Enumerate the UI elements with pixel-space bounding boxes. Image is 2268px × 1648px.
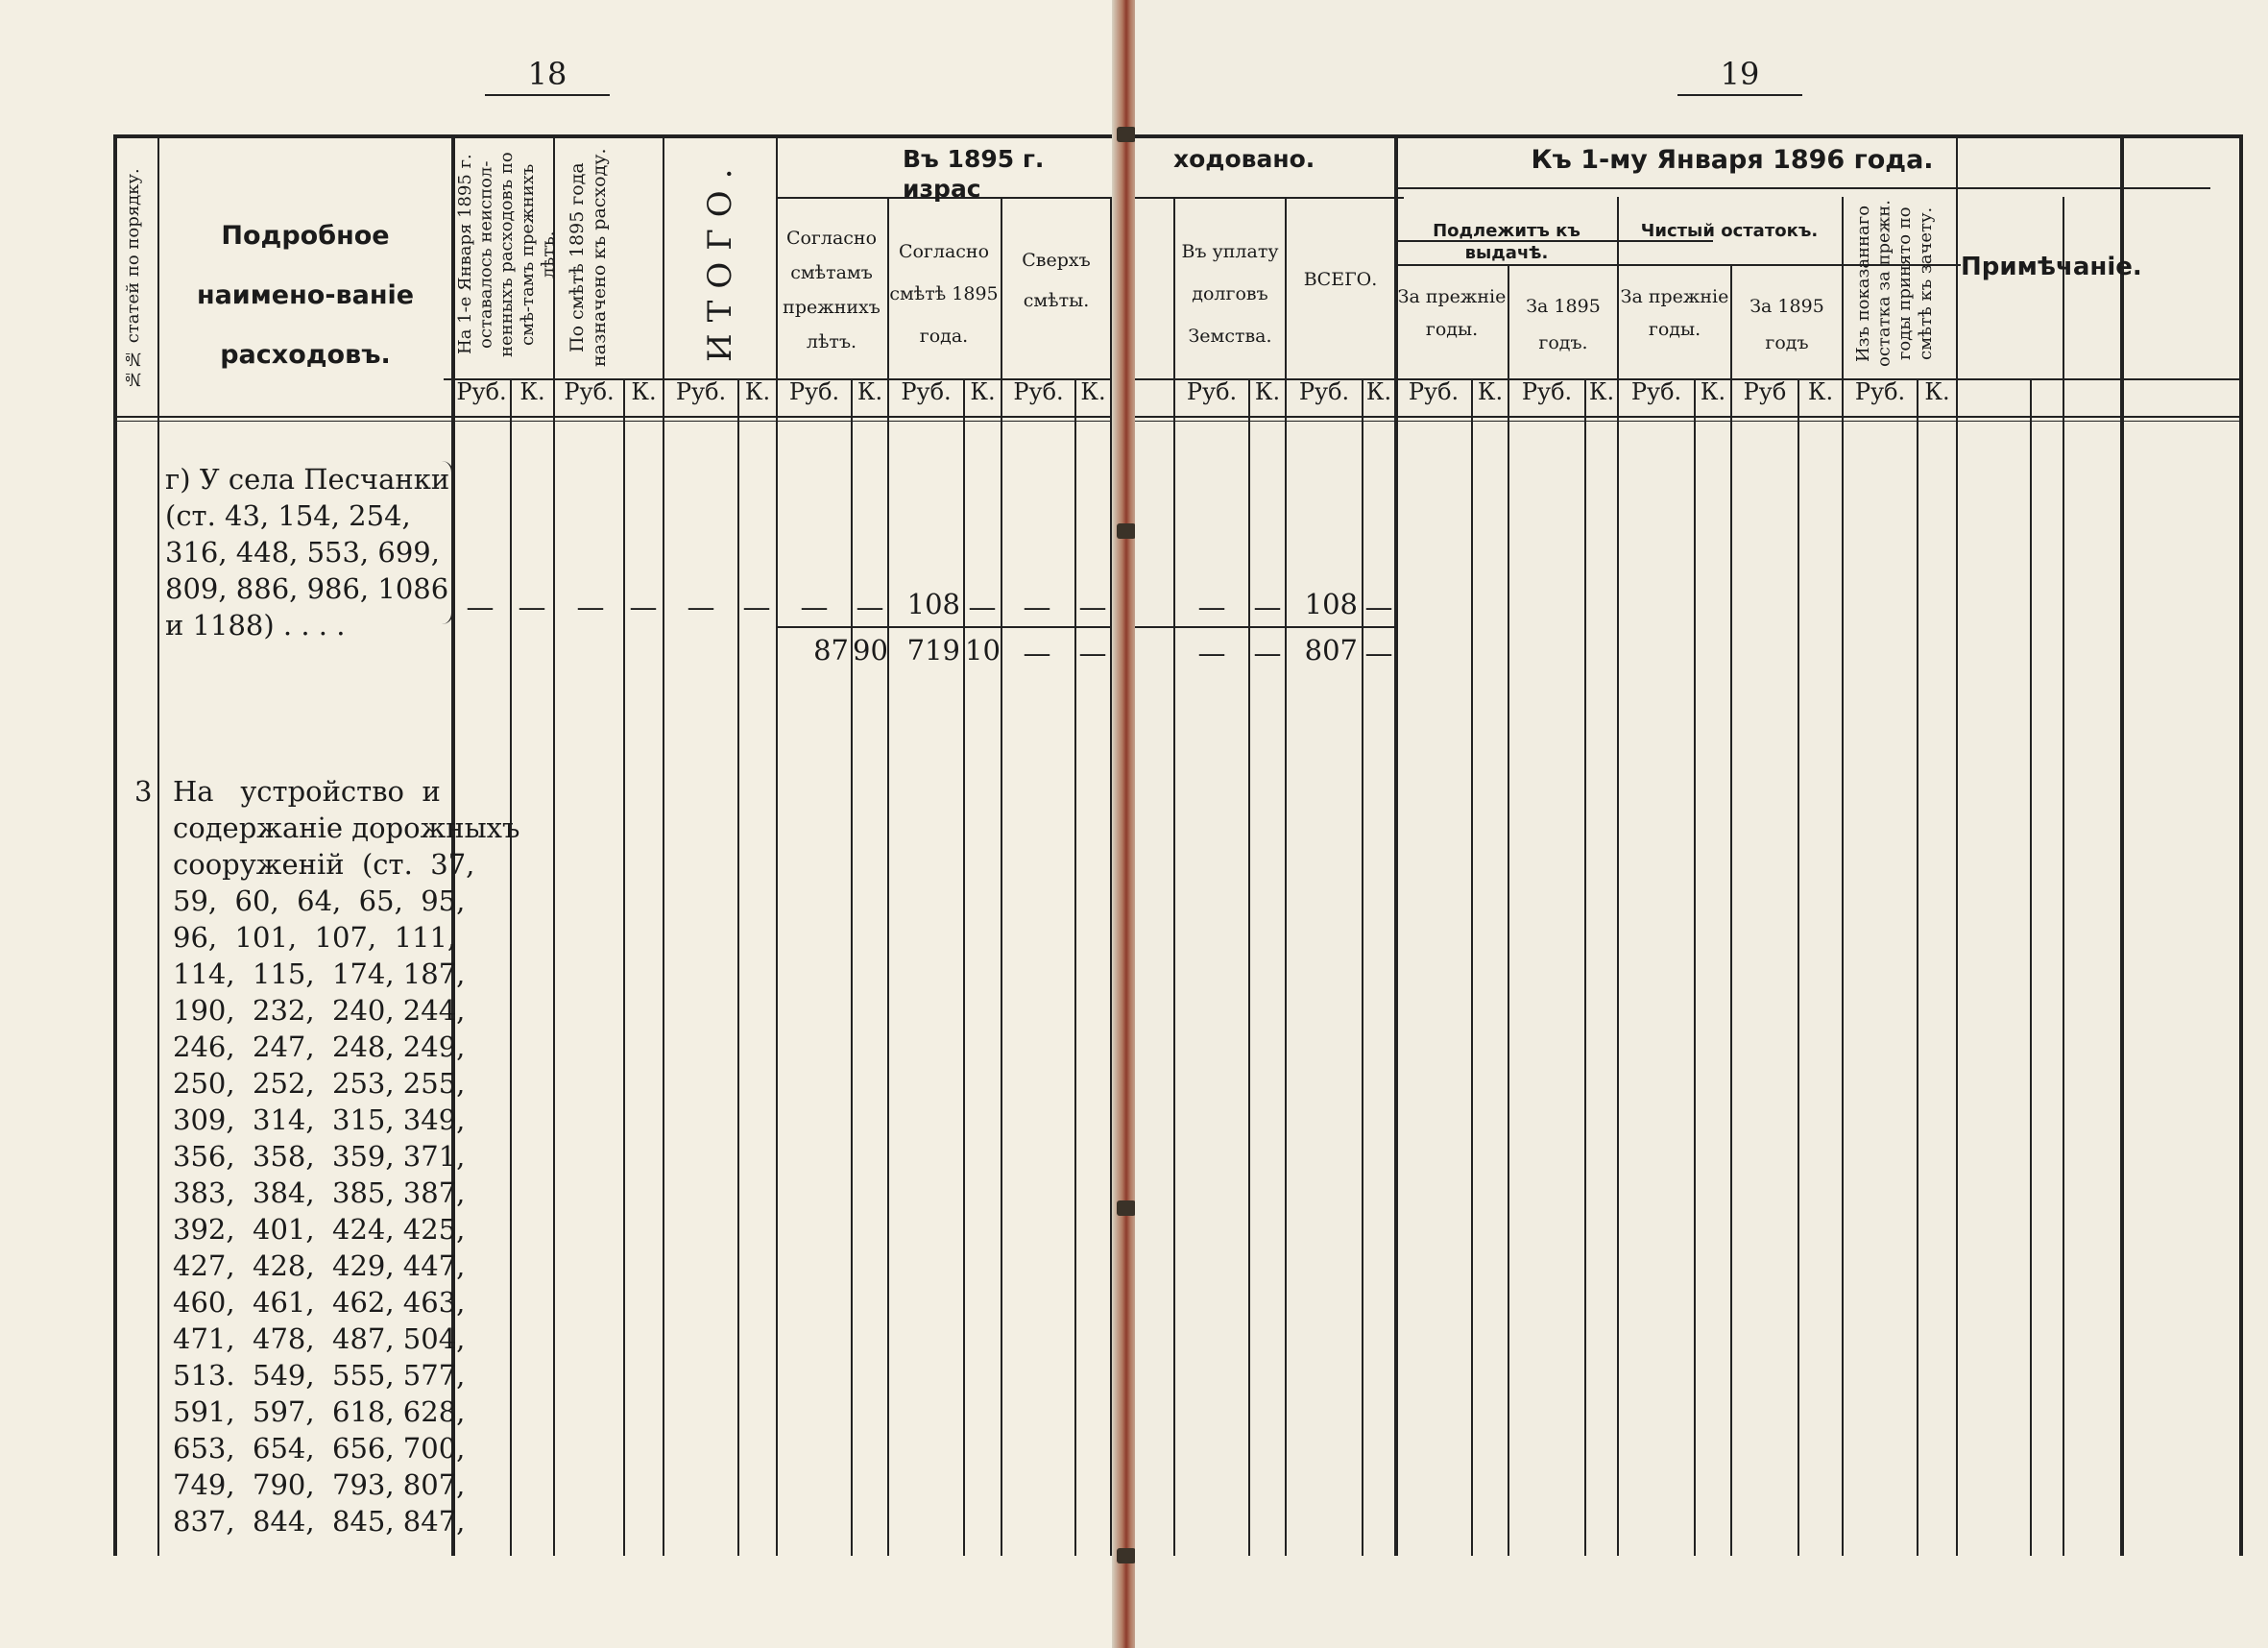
header-bottom-rule bbox=[113, 416, 1125, 418]
col-rule bbox=[1730, 264, 1732, 1556]
header-total: ИТОГО. bbox=[701, 157, 739, 362]
col-rule bbox=[1074, 378, 1076, 1556]
header-debts: Въ уплату долговъ Земства. bbox=[1181, 241, 1279, 347]
header-to-be-paid-prior: За прежнiе годы. bbox=[1397, 286, 1507, 340]
unit-kop: К. bbox=[1588, 378, 1615, 405]
unit-kop: К. bbox=[519, 378, 545, 405]
col-rule bbox=[2239, 134, 2243, 1556]
col-rule bbox=[553, 134, 555, 1556]
dash: — bbox=[1078, 637, 1107, 669]
header-bottom-rule-2 bbox=[113, 421, 1125, 422]
subtotal-prior-kop: 90 bbox=[853, 634, 888, 666]
header-net-balance: Чистый остатокъ. bbox=[1640, 221, 1819, 241]
col-rule bbox=[1362, 378, 1363, 1556]
unit-rub: Руб. bbox=[564, 378, 615, 405]
header-notes: Примѣчанiе. bbox=[1961, 253, 2142, 281]
dash: — bbox=[1253, 591, 1282, 623]
unit-rub: Руб. bbox=[1521, 378, 1573, 405]
col-rule bbox=[1694, 378, 1696, 1556]
unit-kop: К. bbox=[744, 378, 771, 405]
dash: — bbox=[968, 591, 997, 623]
page-number-right: 19 bbox=[1720, 56, 1760, 92]
subtotal-estimate-1895-rub: 719 bbox=[906, 634, 960, 666]
dash: — bbox=[687, 591, 715, 623]
dash: — bbox=[518, 591, 546, 623]
col-rule bbox=[2063, 197, 2064, 1556]
unit-kop: К. bbox=[1700, 378, 1726, 405]
subtotal-rule bbox=[776, 626, 1125, 628]
col-rule bbox=[157, 134, 159, 1556]
col-rule bbox=[1394, 134, 1398, 1556]
unit-rub: Руб. bbox=[1408, 378, 1460, 405]
table-top-rule bbox=[1135, 134, 2239, 138]
col-rule bbox=[1471, 378, 1473, 1556]
unit-rub: Руб. bbox=[1186, 378, 1238, 405]
unit-kop: К. bbox=[970, 378, 996, 405]
item-3-number: 3 bbox=[134, 775, 153, 808]
unit-rub: Руб. bbox=[456, 378, 507, 405]
unit-rub: Руб. bbox=[1013, 378, 1064, 405]
header-prior-estimates: Согласно смѣтамъ прежнихъ лѣтъ. bbox=[783, 228, 881, 352]
page-number-left: 18 bbox=[527, 56, 567, 92]
jan1896-subheader-rule bbox=[1396, 187, 2210, 189]
unit-rub: Руб. bbox=[788, 378, 840, 405]
unit-rub: Руб. bbox=[1298, 378, 1350, 405]
item-g-text: г) У села Песчанки (ст. 43, 154, 254, 316, 448, 553, 699, 809, 886, 986, 1086 и 1188) . . . . bbox=[165, 463, 450, 642]
header-all: ВСЕГО. bbox=[1303, 269, 1378, 290]
unit-kop: К. bbox=[1365, 378, 1392, 405]
unit-kop: К. bbox=[1807, 378, 1834, 405]
unit-rub: Руб. bbox=[1854, 378, 1906, 405]
col-rule bbox=[1584, 378, 1586, 1556]
dash: — bbox=[1197, 637, 1226, 669]
dash: — bbox=[466, 591, 495, 623]
binding-stitch bbox=[1117, 1548, 1136, 1563]
right-page bbox=[1135, 0, 2268, 1648]
dash: — bbox=[742, 591, 771, 623]
header-over-estimate: Сверхъ смѣты. bbox=[1022, 250, 1091, 311]
header-to-be-paid: Подлежитъ къ выдачѣ. bbox=[1433, 221, 1580, 263]
table-top-rule bbox=[113, 134, 1125, 138]
dash: — bbox=[1364, 591, 1393, 623]
header-name: Подробное наимено-ванiе расходовъ. bbox=[196, 221, 415, 370]
header-by-estimate: По смѣтѣ 1895 года назначено къ расходу. bbox=[567, 148, 610, 367]
binding-stitch bbox=[1117, 523, 1136, 539]
page-number-rule bbox=[1677, 94, 1802, 96]
dash: — bbox=[1078, 591, 1107, 623]
header-spent-1895: Въ 1895 г. израс bbox=[903, 145, 1045, 204]
unit-kop: К. bbox=[1080, 378, 1106, 405]
header-balance-prior: За прежнiе годы. bbox=[1620, 286, 1729, 340]
dash: — bbox=[1253, 637, 1282, 669]
dash: — bbox=[1023, 637, 1051, 669]
col-rule bbox=[1508, 264, 1509, 1556]
header-to-be-paid-1895: За 1895 годъ. bbox=[1526, 296, 1601, 353]
dash: — bbox=[1023, 591, 1051, 623]
subtotal-rule bbox=[1135, 626, 1394, 628]
unit-rub: Руб. bbox=[901, 378, 952, 405]
col-rule bbox=[963, 378, 965, 1556]
dash: — bbox=[1197, 591, 1226, 623]
col-rule bbox=[2120, 134, 2124, 1556]
unit-rub: Руб. bbox=[675, 378, 727, 405]
unit-kop: К. bbox=[857, 378, 883, 405]
subtotal-prior-rub: 87 bbox=[813, 634, 849, 666]
unit-kop: К. bbox=[1924, 378, 1950, 405]
header-estimate-1895: Согласно смѣтѣ 1895 года. bbox=[889, 241, 999, 347]
item-g-estimate-1895-rub: 108 bbox=[906, 588, 960, 620]
dash: — bbox=[576, 591, 605, 623]
col-rule bbox=[623, 378, 625, 1556]
page-number-rule bbox=[485, 94, 610, 96]
subtotal-estimate-1895-kop: 10 bbox=[965, 634, 1001, 666]
left-page bbox=[0, 0, 1125, 1648]
col-rule bbox=[1798, 378, 1799, 1556]
header-credited: Изъ показаннаго остатка за прежн. годы принято по смѣтѣ къ зачету. bbox=[1853, 200, 1936, 367]
header-spent-1895-cont: ходовано. bbox=[1173, 145, 1315, 173]
dash: — bbox=[1364, 637, 1393, 669]
dash: — bbox=[856, 591, 884, 623]
binding-stitch bbox=[1117, 1200, 1136, 1216]
subtotal-all-rub: 807 bbox=[1304, 634, 1358, 666]
dash: — bbox=[629, 591, 658, 623]
unit-rub: Руб bbox=[1743, 378, 1787, 405]
col-rule bbox=[737, 378, 739, 1556]
binding-stitch bbox=[1117, 127, 1136, 142]
header-bottom-rule bbox=[1135, 416, 2239, 418]
item-g-bracket bbox=[438, 461, 453, 624]
col-rule bbox=[851, 378, 853, 1556]
unit-kop: К. bbox=[631, 378, 657, 405]
item-3-text: На устройство и содержанiе дорожныхъ сооруженiй (ст. 37, 59, 60, 64, 65, 95, 96, 101, 107, 111, 114, 115, 174, 187, 190, 232, 240, 244, 246, 247, 248, 249, 250, 252, 253, 255, 309, 314, 315, 349, 356, 358, 359, 371, 383, 384, 385, 387, 392, 401, 424, 425, 427, 428, 429, 447, 460, 461, 462, 463, 471, 478, 487, 504, 513. 549, 555, 577, 591, 597, 618, 628, 653, 654, 656, 700, 749, 790, 793, 807, 837, 844, 845, 847, bbox=[173, 775, 520, 1538]
unit-kop: К. bbox=[1477, 378, 1504, 405]
unit-kop: К. bbox=[1254, 378, 1281, 405]
col-rule bbox=[113, 134, 117, 1556]
col-rule bbox=[1917, 378, 1918, 1556]
header-order-no: №№ статей по порядку. bbox=[123, 168, 143, 389]
spent-subheader-rule bbox=[1135, 197, 1404, 199]
item-g-all-rub: 108 bbox=[1304, 588, 1358, 620]
header-bottom-rule-2 bbox=[1135, 421, 2239, 422]
unit-rub: Руб. bbox=[1630, 378, 1682, 405]
col-rule bbox=[2030, 378, 2032, 1556]
col-rule bbox=[1248, 378, 1250, 1556]
dash: — bbox=[800, 591, 829, 623]
header-balance-1895: За 1895 годъ bbox=[1749, 296, 1824, 353]
header-jan1-1896: Къ 1-му Января 1896 года. bbox=[1531, 145, 1934, 175]
header-remaining-jan1: На 1-е Января 1895 г. оставалось неиспол-ненныхъ расходовъ по смѣ-тамъ прежнихъ лѣтъ. bbox=[455, 152, 559, 357]
col-rule bbox=[1956, 134, 1958, 1556]
col-rule bbox=[663, 134, 664, 1556]
